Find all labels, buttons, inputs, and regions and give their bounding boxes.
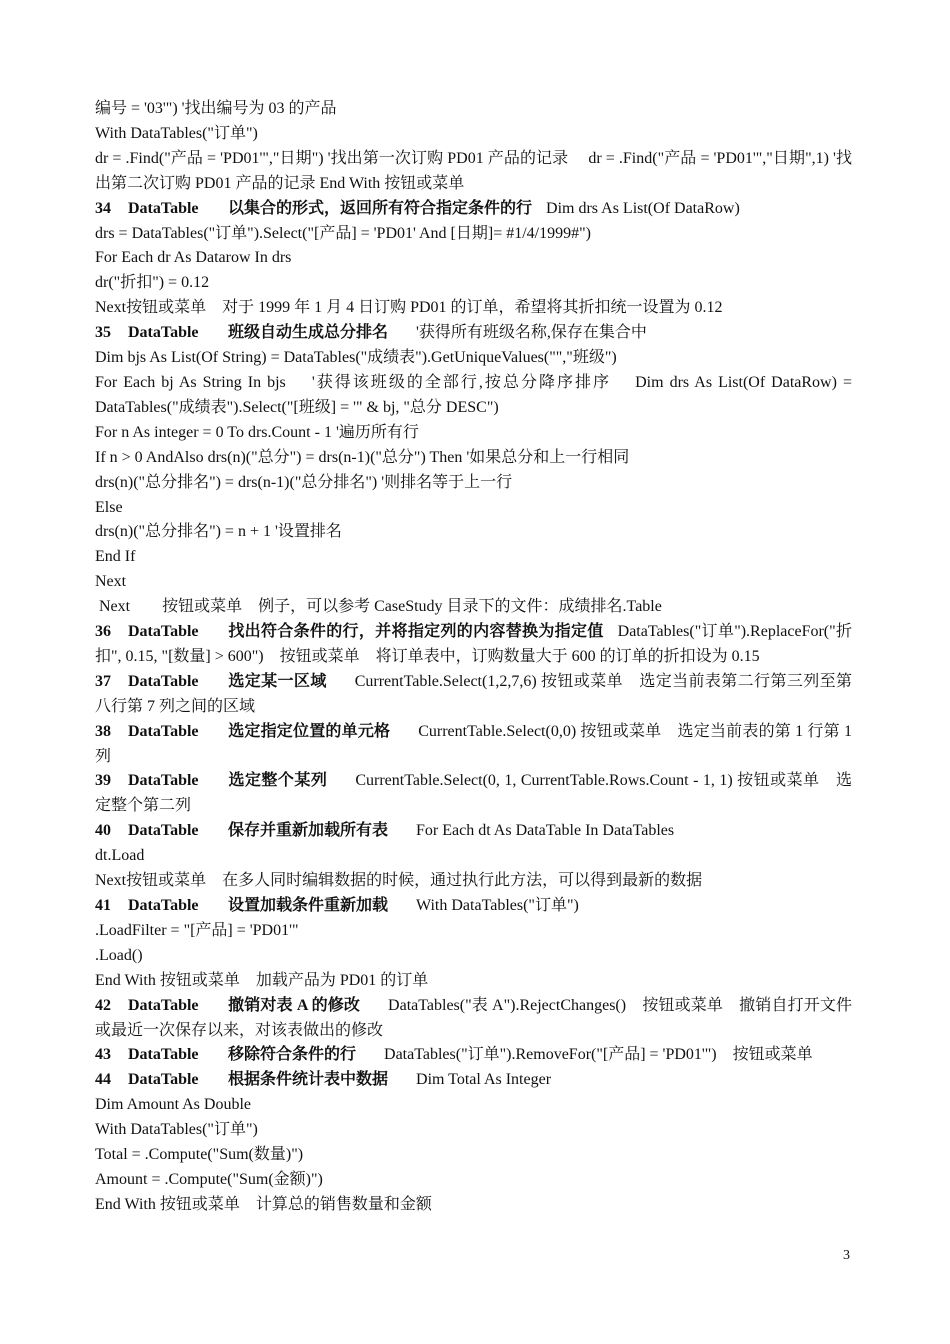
entry-title: 选定整个某列 <box>228 772 328 790</box>
entry-tag: DataTable <box>128 1071 199 1089</box>
entry-tag: DataTable <box>128 897 199 914</box>
text-line: Next <box>95 573 127 591</box>
text-line: Next按钮或菜单 对于 1999 年 1 月 4 日订购 PD01 的订单，希望将其折扣统一设置为 0.12 <box>95 299 723 317</box>
entry-40 <box>95 819 852 844</box>
entry-number: 37 <box>95 672 111 690</box>
text-line: For Each bj As String In bjs '获得该班级的全部行,按总分降序排序 Dim drs As List(Of DataRow) = DataTables("成绩表").Select("[班级] = '" & bj, "总分 DESC") <box>95 373 852 416</box>
entry-41 <box>95 894 852 919</box>
entry-tag: DataTable <box>128 672 199 690</box>
entry-code: '获得所有班级名称,保存在集合中 <box>416 324 647 342</box>
entry-39 <box>95 769 852 819</box>
entry-title: 选定某一区域 <box>228 672 327 690</box>
entry-title: 保存并重新加载所有表 <box>228 822 389 840</box>
text-line: For Each dr As Datarow In drs <box>95 249 292 267</box>
entry-number: 35 <box>95 324 111 342</box>
entry-number: 40 <box>95 822 111 840</box>
page-body <box>95 97 852 1218</box>
entry-36 <box>95 620 852 670</box>
text-line: Amount = .Compute("Sum(金额)") <box>95 1170 323 1188</box>
entry-title: 根据条件统计表中数据 <box>228 1071 389 1089</box>
entry-code: CurrentTable.Select(0,0) 按钮或菜单 选定当前表的第 1 行第 1 列 <box>95 722 852 765</box>
entry-number: 42 <box>95 996 111 1014</box>
text-line: Else <box>95 498 123 516</box>
text-line: drs = DataTables("订单").Select("[产品] = 'PD01' And [日期]= #1/4/1999#") <box>95 224 591 242</box>
entry-44 <box>95 1068 852 1093</box>
entry-code: Dim Total As Integer <box>416 1071 552 1089</box>
entry-35 <box>95 321 852 346</box>
entry-code: CurrentTable.Select(1,2,7,6) 按钮或菜单 选定当前表第二行第三列至第八行第 7 列之间的区域 <box>95 672 852 715</box>
entry-tag: DataTable <box>128 722 199 740</box>
text-line: End If <box>95 548 136 566</box>
text-line: Dim bjs As List(Of String) = DataTables("成绩表").GetUniqueValues("","班级") <box>95 349 617 367</box>
text-line: 编号 = '03'") '找出编号为 03 的产品 <box>95 100 337 117</box>
text-line: Total = .Compute("Sum(数量)") <box>95 1146 304 1164</box>
text-line: dt.Load <box>95 847 145 865</box>
entry-code: With DataTables("订单") <box>416 897 579 914</box>
entry-title: 选定指定位置的单元格 <box>228 722 391 740</box>
text-line: Dim Amount As Double <box>95 1096 252 1114</box>
entry-code: DataTables("订单").RemoveFor("[产品] = 'PD01'") 按钮或菜单 <box>384 1046 813 1064</box>
entry-38 <box>95 720 852 770</box>
text-line: For n As integer = 0 To drs.Count - 1 '遍历所有行 <box>95 423 419 441</box>
text-line: End With 按钮或菜单 加载产品为 PD01 的订单 <box>95 971 429 989</box>
entry-tag: DataTable <box>128 996 199 1014</box>
entry-34 <box>95 197 852 222</box>
entry-title: 设置加载条件重新加载 <box>228 897 389 914</box>
entry-title: 撤销对表 A 的修改 <box>228 996 361 1014</box>
text-line: With DataTables("订单") <box>95 124 258 142</box>
entry-number: 41 <box>95 897 111 914</box>
entry-number: 39 <box>95 772 111 790</box>
entry-code: DataTables("表 A").RejectChanges() 按钮或菜单 撤销自打开文件或最近一次保存以来，对该表做出的修改 <box>95 996 852 1039</box>
entry-42 <box>95 994 852 1044</box>
entry-title: 以集合的形式，返回所有符合指定条件的行 <box>228 199 533 217</box>
entry-tag: DataTable <box>128 324 199 342</box>
entry-code: For Each dt As DataTable In DataTables <box>416 822 675 840</box>
entry-tag: DataTable <box>128 199 199 217</box>
text-line: Next 按钮或菜单 例子，可以参考 CaseStudy 目录下的文件：成绩排名.Table <box>99 598 662 616</box>
entry-tag: DataTable <box>128 822 199 840</box>
text-line: dr = .Find("产品 = 'PD01'","日期") '找出第一次订购 PD01 产品的记录 dr = .Find("产品 = 'PD01'","日期",1) '找出第二次订购 PD01 产品的记录 End With 按钮或菜单 <box>95 149 852 192</box>
text-line: drs(n)("总分排名") = drs(n-1)("总分排名") '则排名等于上一行 <box>95 473 513 491</box>
text-line: drs(n)("总分排名") = n + 1 '设置排名 <box>95 523 342 541</box>
entry-code: CurrentTable.Select(0, 1, CurrentTable.Rows.Count - 1, 1) 按钮或菜单 选定整个第二列 <box>95 772 852 815</box>
text-line: End With 按钮或菜单 计算总的销售数量和金额 <box>95 1195 432 1213</box>
entry-tag: DataTable <box>128 1046 199 1064</box>
entry-43 <box>95 1043 852 1068</box>
text-line: With DataTables("订单") <box>95 1121 258 1139</box>
entry-tag: DataTable <box>128 772 199 790</box>
entry-title: 班级自动生成总分排名 <box>228 324 389 342</box>
entry-code: Dim drs As List(Of DataRow) <box>546 199 740 217</box>
entry-number: 38 <box>95 722 111 740</box>
entry-number: 43 <box>95 1046 111 1064</box>
text-line: .LoadFilter = "[产品] = 'PD01'" <box>95 921 299 939</box>
entry-code: DataTables("订单").ReplaceFor("折扣", 0.15, "[数量] > 600") 按钮或菜单 将订单表中，订购数量大于 600 的订单的折扣设为 0.15 <box>95 623 852 665</box>
text-line: .Load() <box>95 946 143 964</box>
entry-tag: DataTable <box>128 623 199 641</box>
text-line: If n > 0 AndAlso drs(n)("总分") = drs(n-1)("总分") Then '如果总分和上一行相同 <box>95 448 630 466</box>
text-line: Next按钮或菜单 在多人同时编辑数据的时候，通过执行此方法，可以得到最新的数据 <box>95 872 703 890</box>
entry-number: 36 <box>95 623 111 641</box>
entry-number: 44 <box>95 1071 111 1089</box>
page-number: 3 <box>843 1248 850 1263</box>
text-line: dr("折扣") = 0.12 <box>95 274 210 292</box>
entry-number: 34 <box>95 199 111 217</box>
entry-37 <box>95 670 852 720</box>
entry-title: 找出符合条件的行，并将指定列的内容替换为指定值 <box>228 623 604 641</box>
entry-title: 移除符合条件的行 <box>228 1046 357 1064</box>
